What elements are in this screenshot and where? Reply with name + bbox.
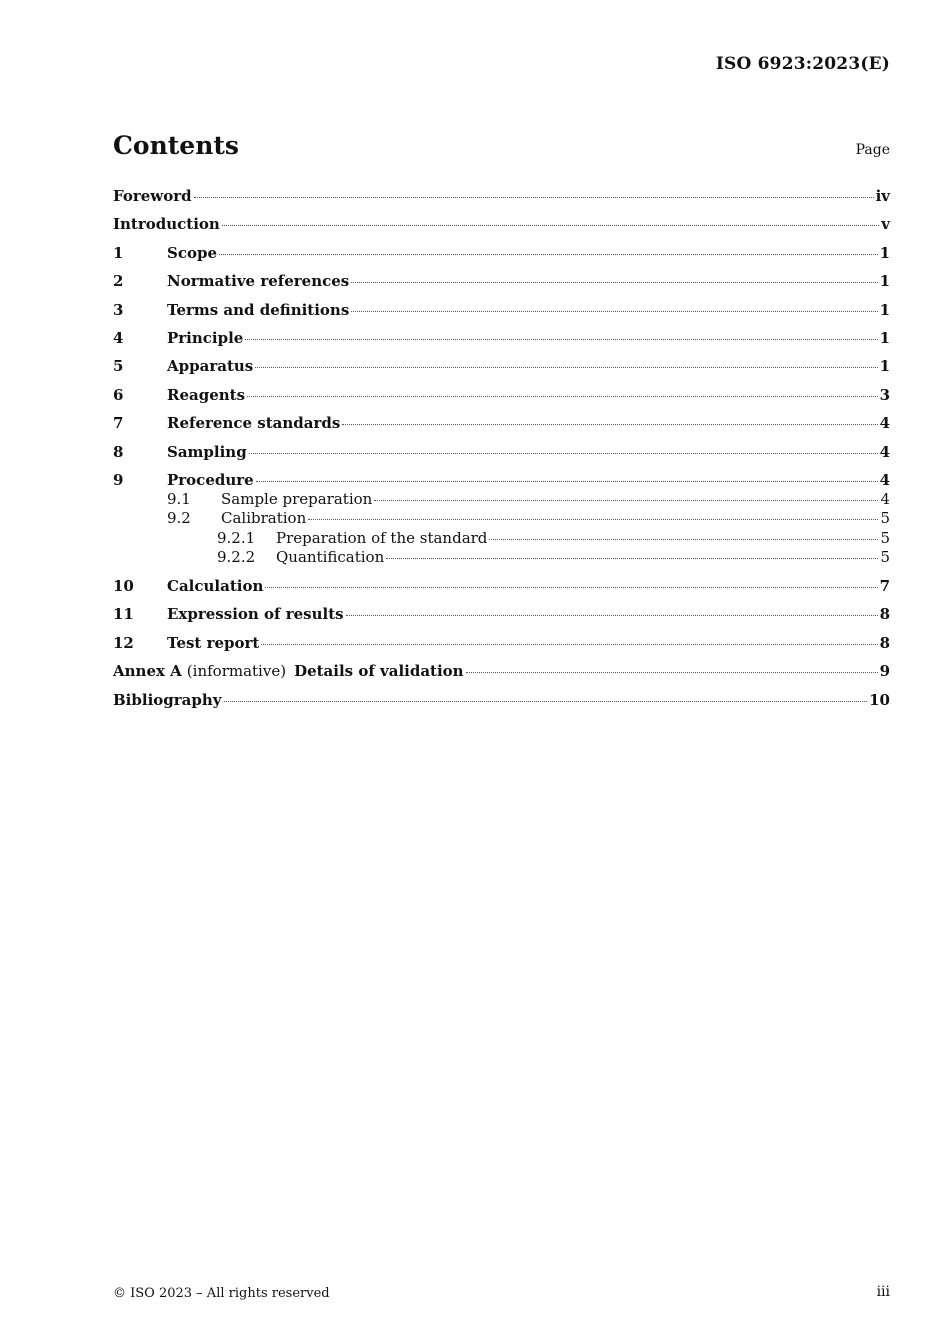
toc-entry-title: Calculation [167, 577, 264, 595]
toc-entry-page: iv [875, 187, 890, 205]
page-column-label: Page [855, 142, 890, 158]
toc-entry-title: Preparation of the standard [276, 528, 488, 547]
toc-entry-quantification[interactable] [113, 548, 890, 576]
leader-dots [224, 701, 868, 702]
toc-entry-page: 1 [879, 272, 890, 291]
leader-dots [489, 539, 878, 540]
toc-entry-page: 1 [879, 328, 890, 347]
annex-label: Annex A [113, 662, 182, 681]
toc-entry-scope[interactable] [113, 243, 890, 271]
toc-entry-title: Apparatus [167, 357, 254, 376]
leader-dots [194, 197, 874, 198]
leader-dots [265, 587, 877, 588]
toc-entry-page: 10 [869, 690, 890, 709]
toc-entry-title: Reagents [167, 385, 246, 404]
toc-entry-page: 8 [879, 605, 890, 624]
table-of-contents [113, 186, 890, 718]
toc-entry-page: 1 [879, 243, 890, 262]
toc-entry-number: 5 [113, 357, 124, 376]
toc-entry-number: 9.2.1 [217, 528, 256, 547]
leader-dots [219, 254, 878, 255]
toc-entry-number: 9.2 [167, 509, 191, 528]
toc-entry-number: 9.1 [167, 489, 191, 508]
toc-entry-title: Reference standards [167, 414, 341, 433]
leader-dots [342, 424, 877, 425]
toc-entry-number: 2 [113, 272, 124, 291]
toc-entry-page: 4 [879, 414, 890, 433]
page-number: iii [876, 1284, 890, 1300]
toc-entry-number: 7 [113, 414, 124, 433]
toc-entry-reagents[interactable] [113, 385, 890, 413]
toc-entry-number: 9.2.2 [217, 548, 256, 566]
toc-entry-title: Scope [167, 243, 218, 262]
leader-dots [466, 672, 878, 673]
toc-entry-foreword[interactable] [113, 186, 890, 214]
leader-dots [255, 367, 877, 368]
toc-entry-title: Bibliography [113, 690, 222, 709]
toc-entry-page: 8 [879, 633, 890, 652]
toc-entry-preparation-of-the-standard[interactable] [113, 529, 890, 549]
toc-entry-sampling[interactable] [113, 442, 890, 470]
toc-entry-normative-references[interactable] [113, 271, 890, 299]
toc-entry-annex-a[interactable] [113, 661, 890, 689]
toc-entry-number: 8 [113, 442, 124, 461]
leader-dots [386, 558, 878, 559]
leader-dots [351, 311, 877, 312]
leader-dots [256, 481, 878, 482]
toc-entry-reference-standards[interactable] [113, 413, 890, 441]
toc-entry-test-report[interactable] [113, 633, 890, 661]
leader-dots [346, 615, 878, 616]
leader-dots [308, 519, 878, 520]
toc-entry-title: Expression of results [167, 605, 344, 624]
toc-entry-title: Details of validation [294, 662, 464, 681]
toc-entry-page: 4 [880, 489, 890, 508]
leader-dots [351, 282, 877, 283]
toc-entry-procedure[interactable] [113, 470, 890, 490]
leader-dots [222, 225, 879, 226]
leader-dots [249, 453, 878, 454]
toc-entry-title: Principle [167, 328, 244, 347]
toc-entry-page: 4 [879, 442, 890, 461]
toc-entry-number: 10 [113, 577, 134, 595]
copyright-notice: © ISO 2023 – All rights reserved [113, 1286, 330, 1301]
toc-entry-page: v [881, 215, 890, 234]
toc-entry-title: Introduction [113, 215, 220, 234]
toc-entry-title: Sampling [167, 442, 247, 461]
toc-entry-page: 9 [879, 662, 890, 681]
toc-entry-calibration[interactable] [113, 509, 890, 528]
toc-entry-number: 6 [113, 385, 124, 404]
leader-dots [261, 644, 877, 645]
leader-dots [374, 500, 878, 501]
toc-entry-title: Normative references [167, 272, 350, 291]
toc-entry-apparatus[interactable] [113, 356, 890, 384]
annex-type: (informative) [186, 662, 287, 681]
toc-entry-bibliography[interactable] [113, 690, 890, 718]
toc-entry-number: 11 [113, 605, 134, 624]
toc-entry-number: 4 [113, 328, 124, 347]
toc-entry-number: 9 [113, 470, 124, 489]
toc-entry-expression-of-results[interactable] [113, 604, 890, 632]
contents-title: Contents [113, 131, 240, 160]
toc-entry-principle[interactable] [113, 328, 890, 356]
toc-entry-page: 5 [880, 509, 890, 528]
toc-entry-title: Terms and definitions [167, 300, 350, 319]
toc-entry-calculation[interactable] [113, 576, 890, 604]
toc-entry-title: Test report [167, 633, 260, 652]
toc-entry-number: 1 [113, 243, 124, 262]
toc-entry-title: Sample preparation [221, 489, 373, 508]
toc-entry-title: Foreword [113, 187, 192, 205]
toc-entry-page: 3 [879, 385, 890, 404]
toc-entry-page: 4 [879, 470, 890, 489]
document-id: ISO 6923:2023(E) [715, 54, 890, 74]
toc-entry-page: 1 [879, 300, 890, 319]
toc-entry-number: 3 [113, 300, 124, 319]
toc-entry-title: Procedure [167, 470, 254, 489]
toc-entry-page: 1 [879, 357, 890, 376]
toc-entry-title: Quantification [276, 548, 385, 566]
toc-entry-sample-preparation[interactable] [113, 490, 890, 509]
toc-entry-title: Calibration [221, 509, 307, 528]
toc-entry-number: 12 [113, 633, 134, 652]
toc-entry-page: 7 [879, 577, 890, 595]
toc-entry-introduction[interactable] [113, 214, 890, 242]
leader-dots [245, 339, 877, 340]
toc-entry-terms-and-definitions[interactable] [113, 300, 890, 328]
toc-entry-page: 5 [880, 528, 890, 547]
toc-entry-page: 5 [880, 548, 890, 566]
leader-dots [247, 396, 878, 397]
